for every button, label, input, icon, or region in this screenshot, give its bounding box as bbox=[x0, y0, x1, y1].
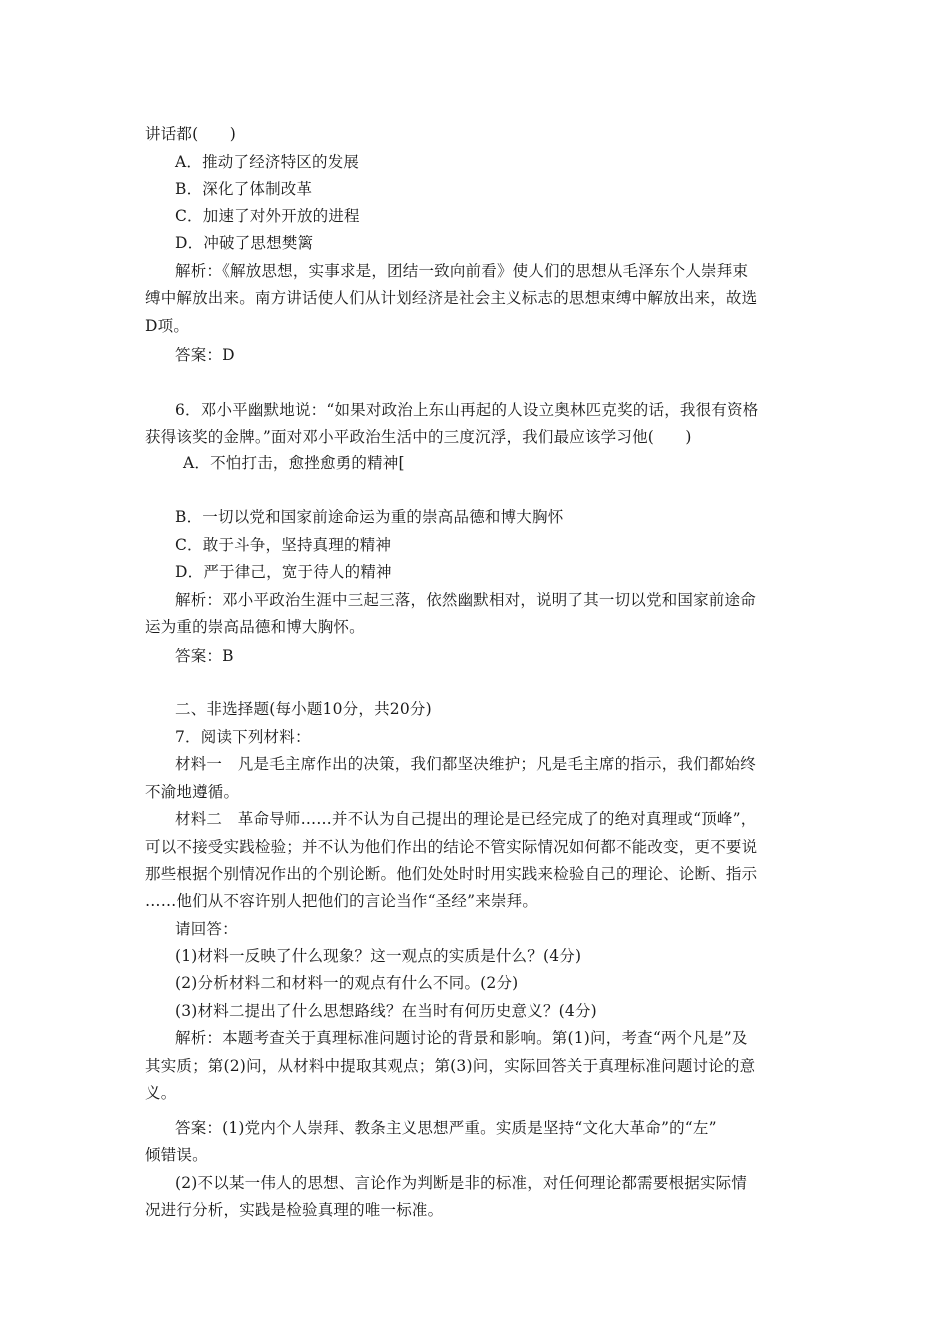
material1-line: 材料一 凡是毛主席作出的决策，我们都坚决维护；凡是毛主席的指示，我们都始终 bbox=[175, 755, 756, 773]
q5-analysis-line: 缚中解放出来。南方讲话使人们从计划经济是社会主义标志的思想束缚中解放出来，故选 bbox=[145, 289, 758, 307]
q5-option-c: C．加速了对外开放的进程 bbox=[175, 207, 360, 225]
q6-stem-line: 6．邓小平幽默地说：“如果对政治上东山再起的人设立奥林匹克奖的话，我很有资格 bbox=[175, 401, 759, 419]
q7-answer-line: 答案：(1)党内个人崇拜、教条主义思想严重。实质是坚持“文化大革命”的“左” bbox=[175, 1119, 717, 1137]
q7-intro: 7．阅读下列材料： bbox=[175, 728, 311, 746]
q5-analysis-line: 解析：《解放思想，实事求是，团结一致向前看》使人们的思想从毛泽东个人崇拜束 bbox=[175, 262, 749, 280]
q5-option-b: B．深化了体制改革 bbox=[175, 180, 313, 198]
q5-option-a: A．推动了经济特区的发展 bbox=[175, 153, 360, 171]
q5-answer: 答案：D bbox=[175, 346, 235, 364]
q6-analysis-line: 解析：邓小平政治生涯中三起三落，依然幽默相对，说明了其一切以党和国家前途命 bbox=[175, 591, 756, 609]
material1-line: 不渝地遵循。 bbox=[145, 783, 240, 801]
q6-option-d: D．严于律己，宽于待人的精神 bbox=[175, 563, 392, 581]
material2-line: 材料二 革命导师……并不认为自己提出的理论是已经完成了的绝对真理或“顶峰”， bbox=[175, 810, 757, 828]
material2-line: 那些根据个别情况作出的个别论断。他们处处时时用实践来检验自己的理论、论断、指示 bbox=[145, 865, 758, 883]
answer-prompt: 请回答： bbox=[175, 920, 238, 938]
section-heading: 二、非选择题(每小题10分，共20分) bbox=[175, 700, 432, 718]
material2-line: ……他们从不容许别人把他们的言论当作“圣经”来崇拜。 bbox=[145, 892, 539, 910]
material2-line: 可以不接受实践检验；并不认为他们作出的结论不管实际情况如何都不能改变，更不要说 bbox=[145, 838, 758, 856]
sub-question: (3)材料二提出了什么思想路线？在当时有何历史意义？(4分) bbox=[175, 1002, 597, 1020]
q5-option-d: D．冲破了思想樊篱 bbox=[175, 234, 314, 252]
q6-option-c: C．敢于斗争，坚持真理的精神 bbox=[175, 536, 392, 554]
sub-question: (1)材料一反映了什么现象？这一观点的实质是什么？(4分) bbox=[175, 947, 582, 965]
q7-analysis-line: 解析：本题考查关于真理标准问题讨论的背景和影响。第(1)问，考查“两个凡是”及 bbox=[175, 1029, 748, 1047]
q5-stem-tail: 讲话都( ) bbox=[145, 125, 236, 143]
q5-analysis-line: D项。 bbox=[145, 317, 190, 335]
q7-answer2-line: (2)不以某一伟人的思想、言论作为判断是非的标准，对任何理论都需要根据实际情 bbox=[175, 1174, 748, 1192]
q6-option-b: B．一切以党和国家前途命运为重的崇高品德和博大胸怀 bbox=[175, 508, 564, 526]
q7-answer2-line: 况进行分析，实践是检验真理的唯一标准。 bbox=[145, 1201, 444, 1219]
q6-stem-line: 获得该奖的金牌。”面对邓小平政治生活中的三度沉浮，我们最应该学习他( ) bbox=[145, 428, 692, 446]
q6-option-a: A．不怕打击，愈挫愈勇的精神[ bbox=[183, 454, 405, 472]
q7-answer-line: 倾错误。 bbox=[145, 1146, 208, 1164]
q6-analysis-line: 运为重的崇高品德和博大胸怀。 bbox=[145, 618, 365, 636]
q6-answer: 答案：B bbox=[175, 647, 234, 665]
sub-question: (2)分析材料二和材料一的观点有什么不同。(2分) bbox=[175, 974, 519, 992]
q7-analysis-line: 其实质；第(2)问，从材料中提取其观点；第(3)问，实际回答关于真理标准问题讨论的意 bbox=[145, 1057, 756, 1075]
q7-analysis-line: 义。 bbox=[145, 1084, 177, 1102]
